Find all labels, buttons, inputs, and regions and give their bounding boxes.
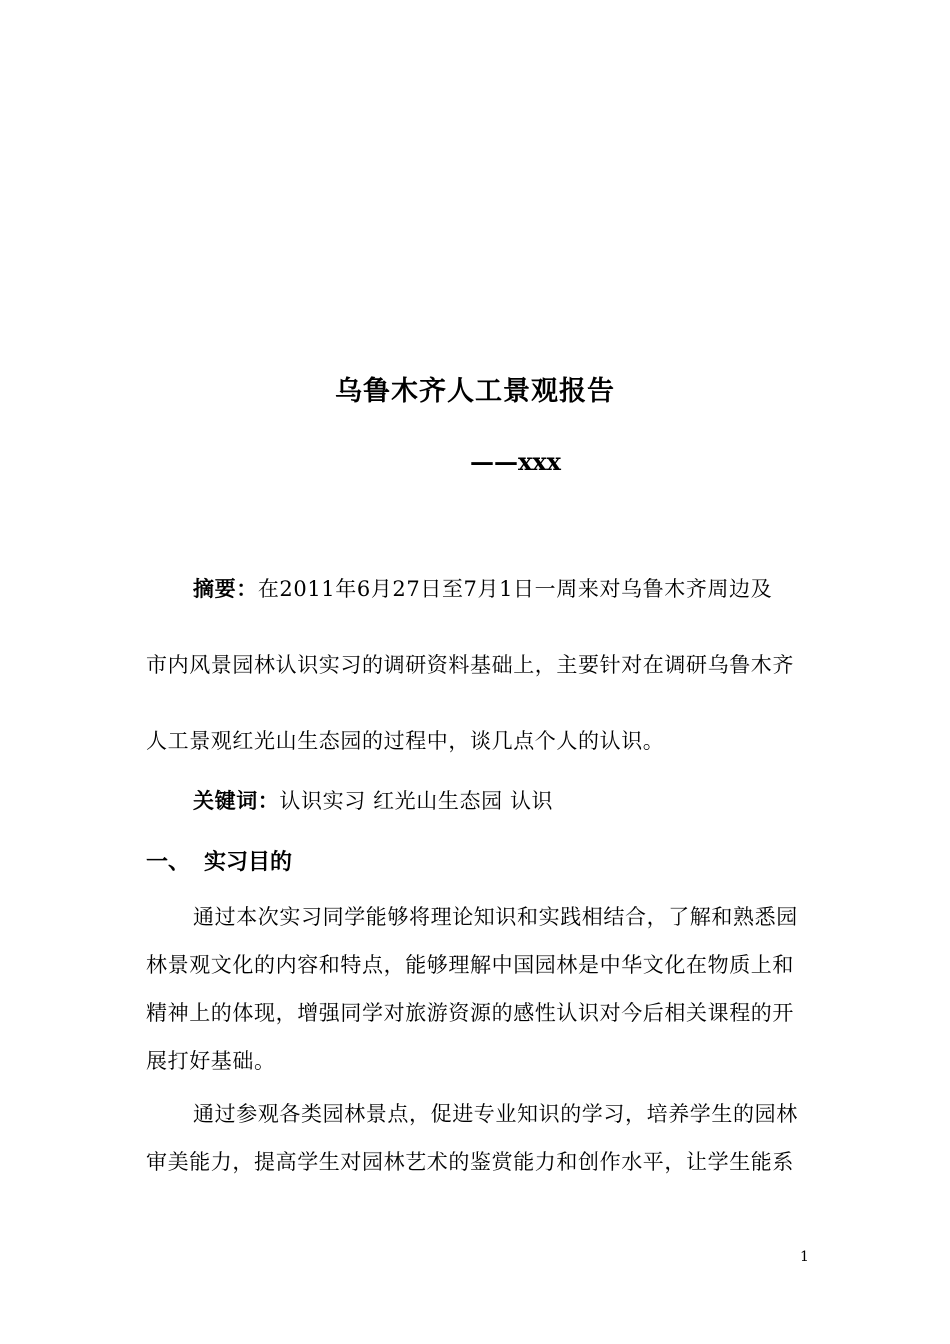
section-title: 实习目的 bbox=[204, 849, 293, 875]
paragraph-line: 通过参观各类园林景点，促进专业知识的学习，培养学生的园林 bbox=[193, 1102, 798, 1126]
abstract-text: 在2011年6月27日至7月1日一周来对乌鲁木齐周边及 bbox=[257, 577, 773, 601]
keywords-text: 认识实习 红光山生态园 认识 bbox=[279, 789, 554, 813]
abstract-label: 摘要： bbox=[193, 576, 258, 601]
paragraph-line: 展打好基础。 bbox=[146, 1049, 276, 1073]
section-heading bbox=[146, 845, 292, 879]
paragraph-line: 通过本次实习同学能够将理论知识和实践相结合，了解和熟悉园 bbox=[193, 905, 798, 929]
keywords-label: 关键词： bbox=[193, 788, 280, 813]
page-number: 1 bbox=[800, 1249, 809, 1265]
abstract-line: 人工景观红光山生态园的过程中，谈几点个人的认识。 bbox=[146, 729, 665, 753]
paragraph bbox=[146, 1090, 811, 1186]
paragraph bbox=[146, 893, 811, 1085]
author-line: ——xxx bbox=[470, 447, 561, 476]
abstract-line: 市内风景园林认识实习的调研资料基础上，主要针对在调研乌鲁木齐 bbox=[146, 653, 794, 677]
abstract bbox=[146, 570, 811, 798]
paragraph-line: 林景观文化的内容和特点，能够理解中国园林是中华文化在物质上和 bbox=[146, 953, 794, 977]
paragraph-line: 审美能力，提高学生对园林艺术的鉴赏能力和创作水平，让学生能系 bbox=[146, 1150, 794, 1174]
abstract-line bbox=[146, 570, 811, 646]
document-title: 乌鲁木齐人工景观报告 bbox=[335, 376, 615, 407]
keywords bbox=[146, 784, 858, 818]
paragraph-line: 精神上的体现，增强同学对旅游资源的感性认识对今后相关课程的开 bbox=[146, 1001, 794, 1025]
section-number: 一、 bbox=[146, 849, 191, 875]
